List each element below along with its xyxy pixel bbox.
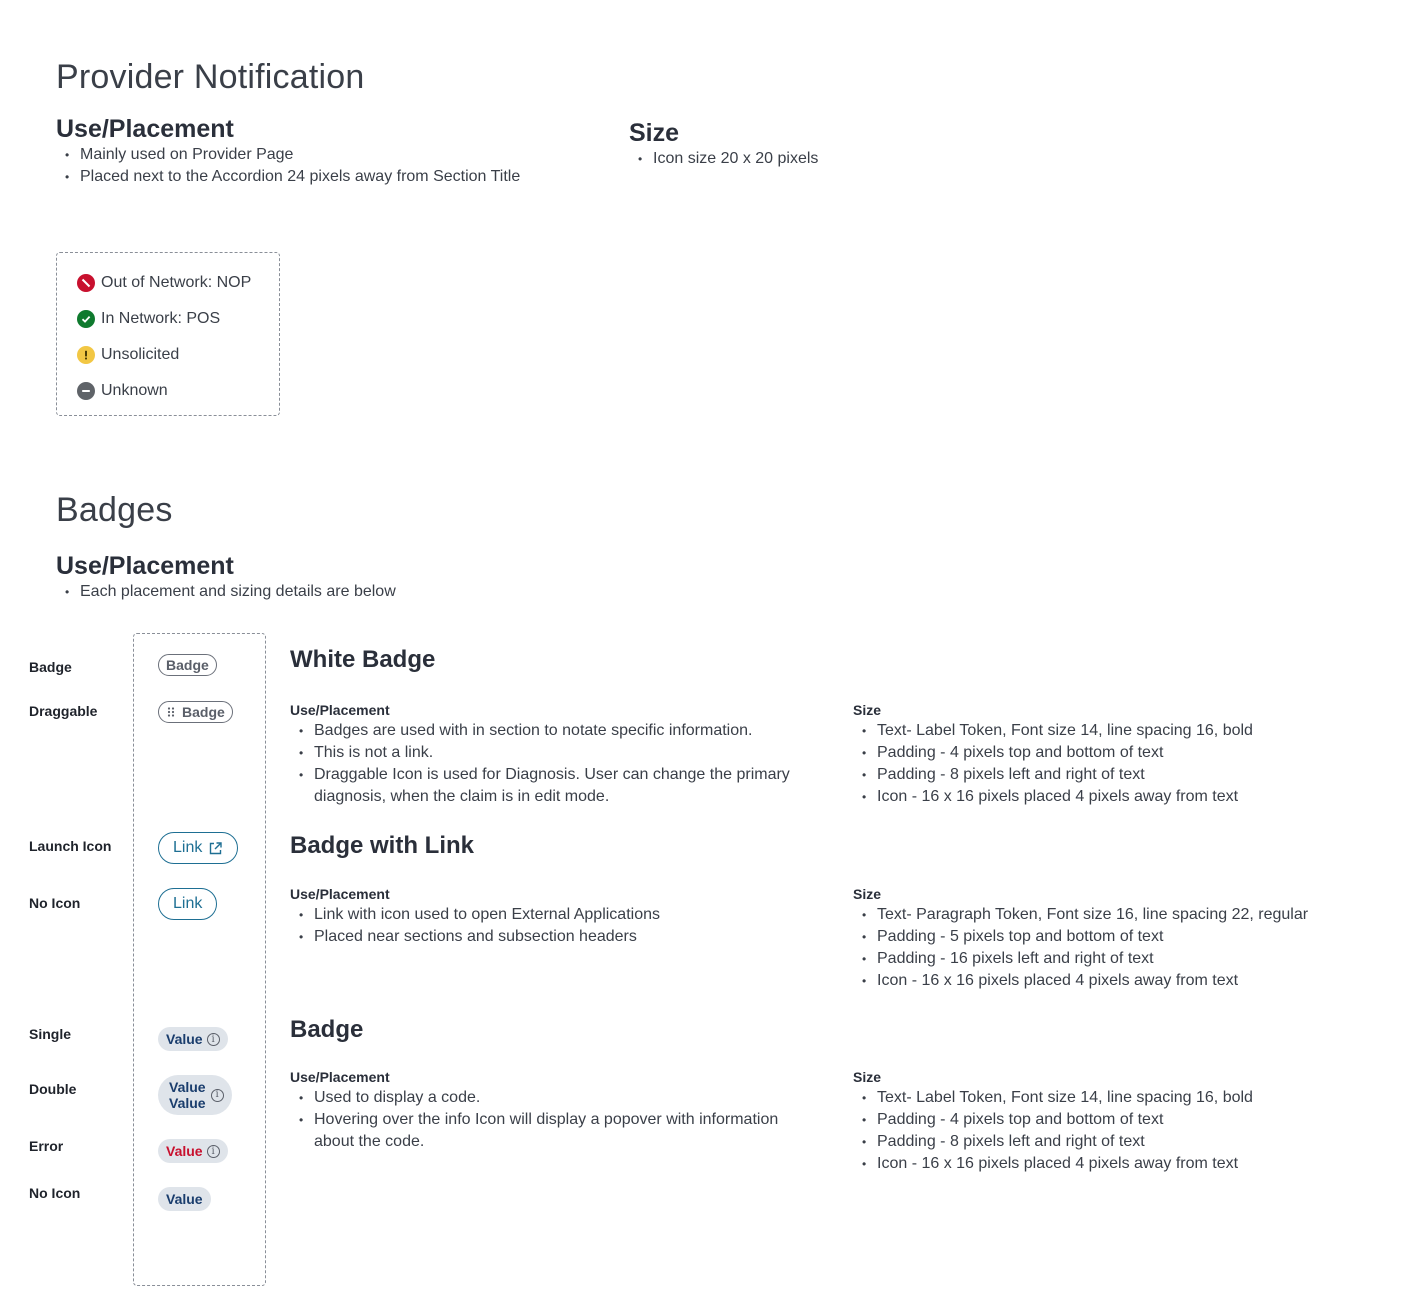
list-item: • Link with icon used to open External Applications xyxy=(290,904,820,926)
list-item: • Icon size 20 x 20 pixels xyxy=(629,148,1029,170)
section-use-heading: Use/Placement xyxy=(290,702,390,718)
list-item: • Padding - 4 pixels top and bottom of text xyxy=(853,1109,1383,1131)
row-label-double: Double xyxy=(29,1081,77,1097)
section-use-heading: Use/Placement xyxy=(290,1069,390,1085)
row-label-no-icon-value: No Icon xyxy=(29,1185,81,1201)
launch-link-sample[interactable] xyxy=(158,832,238,864)
status-label: Unknown xyxy=(101,382,168,399)
row-label-no-icon-link: No Icon xyxy=(29,895,81,911)
minus-circle-icon xyxy=(77,382,95,400)
list-item: • Padding - 4 pixels top and bottom of text xyxy=(853,742,1383,764)
launch-link-badge[interactable] xyxy=(158,832,238,864)
error-value-sample xyxy=(158,1139,228,1163)
badge-size-list xyxy=(853,1087,1383,1175)
value-label: Value xyxy=(169,1095,206,1111)
double-value-badge xyxy=(158,1075,232,1115)
value-label: Value xyxy=(169,1079,206,1095)
link-label: Link xyxy=(173,839,203,856)
badge-with-link-size-list xyxy=(853,904,1393,992)
external-link-icon xyxy=(208,841,223,856)
status-unknown xyxy=(77,373,251,409)
list-item: • Badges are used with in section to notate specific information. xyxy=(290,720,820,742)
row-label-single: Single xyxy=(29,1026,72,1042)
badge-label: Badge xyxy=(182,704,225,720)
badge-section-title: Badge xyxy=(290,1016,364,1043)
pn-use-list xyxy=(56,144,596,188)
status-label: Out of Network: NOP xyxy=(101,274,252,291)
draggable-badge[interactable] xyxy=(158,701,233,723)
link-badge[interactable]: Link xyxy=(158,888,217,920)
badge: Badge xyxy=(158,654,217,676)
list-item: • Icon - 16 x 16 pixels placed 4 pixels away from text xyxy=(853,1153,1383,1175)
badges-use-list xyxy=(56,581,596,603)
list-item: • Text- Paragraph Token, Font size 16, line spacing 22, regular xyxy=(853,904,1393,926)
row-label-launch-icon: Launch Icon xyxy=(29,838,112,854)
status-list-container xyxy=(56,252,280,416)
list-item: • Hovering over the info Icon will display a popover with information about the code. xyxy=(290,1109,820,1153)
pn-size-list xyxy=(629,148,1029,170)
error-value-badge xyxy=(158,1139,228,1163)
drag-handle-icon[interactable] xyxy=(166,706,176,718)
white-badge-title: White Badge xyxy=(290,646,436,673)
list-item: • Text- Label Token, Font size 14, line spacing 16, bold xyxy=(853,720,1383,742)
value-stack xyxy=(169,1079,206,1111)
status-out-of-network xyxy=(77,265,251,301)
single-value-sample xyxy=(158,1027,228,1051)
list-item: • Placed next to the Accordion 24 pixels away from Section Title xyxy=(56,166,596,188)
provider-notification-title: Provider Notification xyxy=(56,58,365,96)
section-use-heading: Use/Placement xyxy=(290,886,390,902)
value-label: Value xyxy=(166,1143,203,1159)
badge-with-link-use-list xyxy=(290,904,820,948)
info-icon[interactable]: i xyxy=(211,1089,224,1102)
status-in-network xyxy=(77,301,251,337)
list-item: • Icon - 16 x 16 pixels placed 4 pixels away from text xyxy=(853,970,1393,992)
pn-size-heading: Size xyxy=(629,119,680,147)
no-icon-link-sample[interactable] xyxy=(158,888,217,920)
pn-use-heading: Use/Placement xyxy=(56,115,234,143)
list-item: • Mainly used on Provider Page xyxy=(56,144,596,166)
list-item: • Padding - 5 pixels top and bottom of text xyxy=(853,926,1393,948)
row-label-error: Error xyxy=(29,1138,64,1154)
badge-with-link-title: Badge with Link xyxy=(290,832,475,859)
warning-icon xyxy=(77,346,95,364)
badges-title: Badges xyxy=(56,491,173,529)
status-unsolicited xyxy=(77,337,251,373)
list-item: • Padding - 8 pixels left and right of text xyxy=(853,764,1383,786)
value-badge xyxy=(158,1027,228,1051)
status-list xyxy=(77,265,251,409)
list-item: • Text- Label Token, Font size 14, line spacing 16, bold xyxy=(853,1087,1383,1109)
section-size-heading: Size xyxy=(853,886,882,902)
list-item: • Padding - 16 pixels left and right of text xyxy=(853,948,1393,970)
info-icon[interactable]: i xyxy=(207,1145,220,1158)
value-badge: Value xyxy=(158,1187,211,1211)
status-label: Unsolicited xyxy=(101,346,180,363)
no-entry-icon xyxy=(77,274,95,292)
white-badge-size-list xyxy=(853,720,1383,808)
no-icon-value-sample xyxy=(158,1187,211,1211)
list-item: • Each placement and sizing details are below xyxy=(56,581,596,603)
status-label: In Network: POS xyxy=(101,310,221,327)
list-item: • This is not a link. xyxy=(290,742,820,764)
row-label-badge: Badge xyxy=(29,659,72,675)
section-size-heading: Size xyxy=(853,1069,882,1085)
double-value-sample xyxy=(158,1075,232,1115)
check-circle-icon xyxy=(77,310,95,328)
draggable-badge-sample[interactable] xyxy=(158,701,233,723)
list-item: • Draggable Icon is used for Diagnosis. User can change the primary diagnosis, when the claim is in edit mode. xyxy=(290,764,820,808)
list-item: • Placed near sections and subsection headers xyxy=(290,926,820,948)
white-badge-sample xyxy=(158,654,217,676)
white-badge-use-list xyxy=(290,720,820,808)
list-item: • Icon - 16 x 16 pixels placed 4 pixels away from text xyxy=(853,786,1383,808)
value-label: Value xyxy=(166,1031,203,1047)
row-label-draggable: Draggable xyxy=(29,703,98,719)
info-icon[interactable]: i xyxy=(207,1033,220,1046)
section-size-heading: Size xyxy=(853,702,882,718)
list-item: • Used to display a code. xyxy=(290,1087,820,1109)
badges-use-heading: Use/Placement xyxy=(56,552,234,580)
badge-use-list xyxy=(290,1087,820,1153)
list-item: • Padding - 8 pixels left and right of text xyxy=(853,1131,1383,1153)
